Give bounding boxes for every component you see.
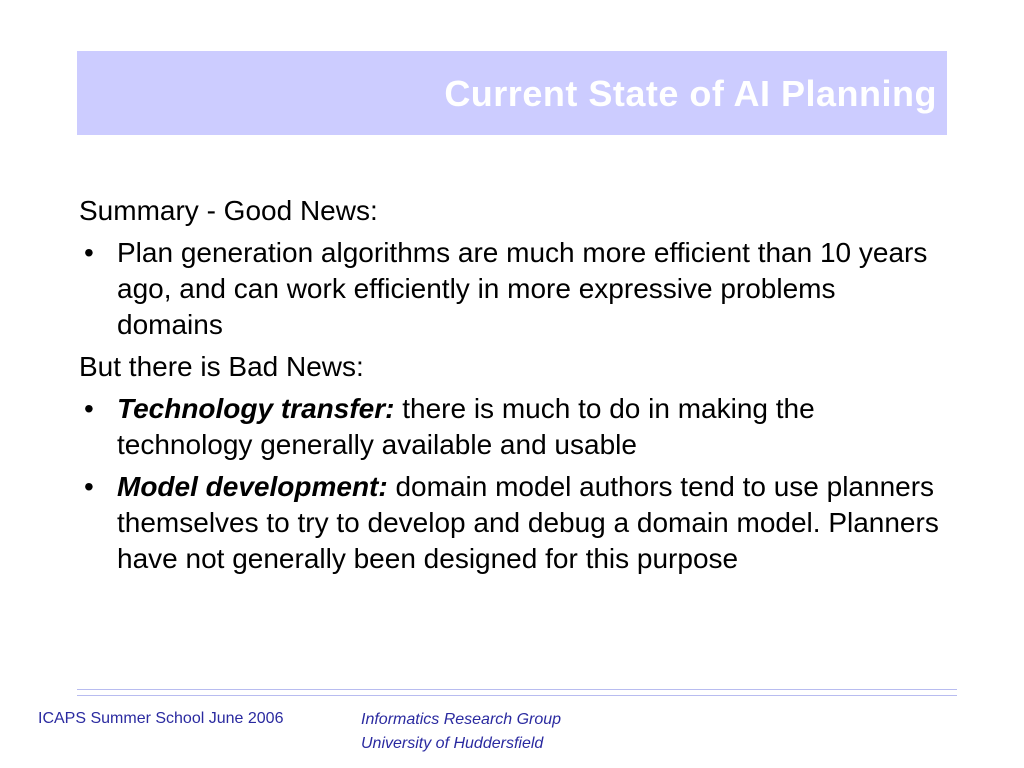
- slide-body: [79, 193, 939, 583]
- bad-news-heading: But there is Bad News:: [79, 351, 364, 382]
- footer-organization: [361, 708, 561, 756]
- bullet-item: [79, 235, 939, 343]
- bullet-text: there is much to do in making the technology generally available and usable: [117, 393, 815, 460]
- title-bar: [77, 51, 947, 135]
- bullet-icon: •: [84, 471, 94, 502]
- bullet-item: [79, 391, 939, 463]
- footer-group: Informatics Research Group: [361, 711, 562, 728]
- slide-title: Current State of AI Planning: [444, 73, 937, 114]
- bullet-icon: •: [84, 237, 94, 268]
- bullet-lead: Technology transfer:: [117, 393, 395, 424]
- footer-event: ICAPS Summer School June 2006: [38, 710, 284, 727]
- bullet-text: domain model authors tend to use planners themselves to try to develop and debug a domain model. Planners have not generally been designed for this purpose: [117, 471, 939, 574]
- bullet-text: Plan generation algorithms are much more efficient than 10 years ago, and can work efficiently in more expressive problems domains: [117, 237, 928, 340]
- bullet-item: [79, 469, 939, 577]
- footer-divider: [77, 689, 957, 696]
- bullet-icon: •: [84, 393, 94, 424]
- good-news-heading: Summary - Good News:: [79, 195, 378, 226]
- bullet-lead: Model development:: [117, 471, 388, 502]
- footer-university: University of Huddersfield: [361, 735, 544, 752]
